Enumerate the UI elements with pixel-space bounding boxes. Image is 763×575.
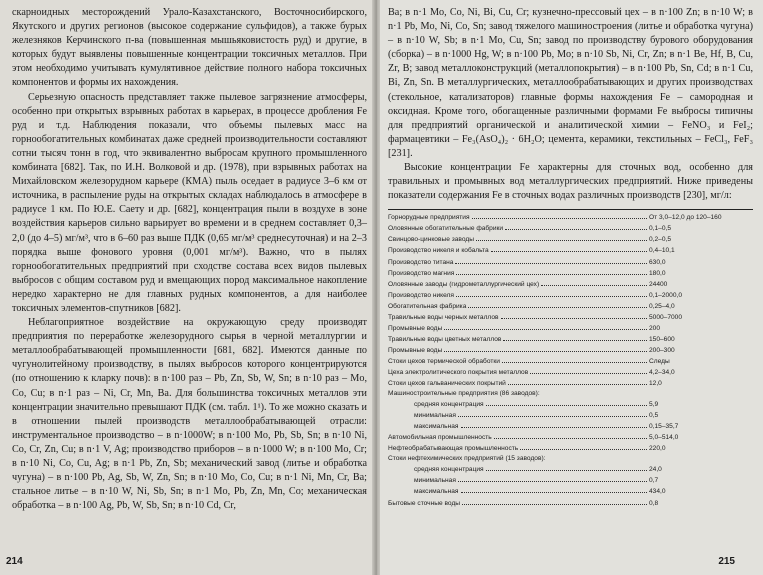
table-row-value: 0,25–4,0: [649, 302, 675, 310]
dot-leader: [530, 367, 647, 374]
table-row-label: Травильные воды черных металлов: [388, 313, 499, 321]
dot-leader: [486, 464, 647, 471]
dot-leader: [458, 475, 647, 482]
table-row: [388, 257, 753, 268]
table-row: [388, 356, 753, 367]
table-row-value: 5,0–514,0: [649, 434, 679, 442]
table-row-value: 24,0: [649, 466, 662, 474]
table-row-label: Свинцово-цинковые заводы: [388, 236, 474, 244]
table-row: [388, 212, 753, 223]
table-row-value: 150–600: [649, 335, 675, 343]
table-row-label: Производство титана: [388, 258, 454, 266]
table-row-label: Травильные воды цветных металлов: [388, 335, 502, 343]
table-row-value: 24400: [649, 280, 668, 288]
table-row-value: 0,4–10,1: [649, 247, 675, 255]
left-page: [0, 0, 375, 575]
table-row-label: Цеха электролитического покрытия металлов: [388, 368, 529, 376]
table-row-label: Нефтеобрабатывающая промышленность: [388, 445, 519, 453]
dot-leader: [505, 223, 647, 230]
dot-leader: [520, 443, 647, 450]
table-row: [388, 378, 753, 389]
table-row-value: 0,2–0,5: [649, 236, 671, 244]
dot-leader: [444, 345, 647, 352]
dot-leader: [486, 399, 647, 406]
table-row-label: Стоки нефтехимических предприятий (15 заводов):: [388, 455, 546, 463]
right-paragraph-1: Ba; в n·1 Mo, Co, Ni, Bi, Cu, Cr; кузнечно-прессовый цех – в n·100 Zn; в n·10 W; в n·1 Pb, Mo, Ni, Co, Sn; завод тяжелого машиностроения (литье и обработка чугуна) – в n·10 W, Sb; в n·1 Mo, Cu, Sn; завод по производству бурового оборудования (сборка) – в n·1000 Hg, W; в n·100 Pb, Mo; в n·10 Sb, Ni, Cr, Zn; в n·1 Be, Hf, B, Cu, Zr, B; завод металлоконструкций (металлопокрытия) – в n·100 Pb, Sn, Cd; в n·1 Cu, Bi, Zn, Sn. В металлургических, металлообрабатывающих и других производствах (стекольное, катализаторов) главные формы нахождения Fe – самородная и оксидная. Кроме того, обогащенные различными формами Fe выбросы типичны для предприятий органической и аналитической химии – FeNO₃ и FeI₂; фармацевтики – Fe₃(AsO₄)₂ · 6H₂O; цемента, керамики, текстильных – FeCl₃, FeF₃ [231].: [388, 7, 753, 159]
table-row-value: 0,5: [649, 412, 659, 420]
dot-leader: [494, 432, 647, 439]
left-paragraph-2: Серьезную опасность представляет также пылевое загрязнение атмосферы, особенно при открытых взрывных работах в карьерах, в процессе дробления Fe руд и т.д. Наблюдения показали, что объемы пылевых масс на горнообогатительных комбинатах даже средней производительности составляют сотни тысяч тонн в год, что эквивалентно выбросам крупного промышленного комбината [682]. Так, по И.Н. Волковой и др. (1978), при взрывных работах на Михайловском железорудном карьере (КМА) пыль оседает в радиусе 3–6 км от источника, в распыление руды на открытых складах наблюдалось в атмосфере в радиусе 1 км. По Ю.Е. Саету и др. [682], концентрация пыли в воздухе в зоне воздействия карьеров сильно варьирует во времени и в среднем составляет 0,3–2,0 (до 4–5) мг/м³, что в 6–60 раз выше ПДК (0,65 мг/м³ среднесуточная) и на 2–3 порядка выше фонового уровня (0,001 мг/м³). Важно, что в пылях горнообогатительных предприятий при сходстве состава всех видов пылевых выбросов с общим составом руд и вмещающих пород максимальное накопление нередко характерно не для главных рудных компонентов, а для наиболее токсичных элементов-спутников [682].: [12, 91, 367, 314]
table-row-value: 220,0: [649, 445, 666, 453]
table-row: [388, 312, 753, 323]
table-row-value: 0,8: [649, 499, 659, 507]
table-row: [388, 410, 753, 421]
left-paragraph-3: Неблагоприятное воздействие на окружающую среду производят предприятия по переработке железорудного сырья в черной металлургии и металлообрабатывающей промышленности [681, 682]. Имеются данные по чугунолитейному производству, в пылях выбросов которого концентрируются (по отношению к кларку почв): в n·100 раз – Pb, Zn, Sb, W, Sn; в n·10 раз – Mo, Co, Cu; в n·1 раз – Ni, Cr, Mn, Ba. Для большинства токсичных металлов эти концентрации значительно превышают ПДК (см. табл. 1¹). То же можно сказать и в отношении пылей производств металлообрабатывающей отрасли: инструментальное производство – в n·1000W; в n·100 Mo, Pb, Sb, Sn; в n·10 Ni, Co, Cr, Zn, Cu; в n·1 V, Ag; производство приборов – в n·1000 W; в n·100 Mo, Cr; в n·10 Ni, Co, Cu, Ag; в n·1 Pb, Zn, Sb; механический завод (литье и обработка чугуна) – в n·100 Pb, Ag, Sb, W, Zn, Sn; в n·10 Mo, Co, Cu; в n·1 Ni, Mn, Cr, Ba; стальное литье – в n·10 W, Ni, Sb, Sn; в n·1 Mo, Pb, Zn, Mn, Co; механическая обработка – в n·100 Ag, Pb, W, Sb, Sn; в n·10 Cd, Cr,: [12, 317, 367, 512]
table-row: [388, 421, 753, 432]
table-row-value: 434,0: [649, 488, 666, 496]
dot-leader: [541, 279, 647, 286]
table-row: [388, 234, 753, 245]
dot-leader: [503, 334, 647, 341]
wastewater-fe-table: [388, 209, 753, 508]
dot-leader: [458, 410, 647, 417]
table-row-label: Бытовые сточные воды: [388, 499, 461, 507]
dot-leader: [542, 389, 647, 395]
table-row: [388, 443, 753, 454]
table-row-label: Обогатительная фабрика: [388, 302, 467, 310]
left-paragraph-1: скарноидных месторождений Урало-Казахстанского, Восточносибирского, Якутского и других регионов (высокое содержание сульфидов), а также бурых железняков Керчинского п-ва (повышенная мышьяковистость руд) и другие, в которых будут выявлены повышенные концентрации токсичных металлов. При этом необходимо учитывать кумулятивное действие полного набора токсичных компонентов и формы их нахождения.: [12, 7, 367, 89]
table-row-value: 0,1–2000,0: [649, 291, 683, 299]
dot-leader: [476, 234, 647, 241]
table-row-label: максимальная: [414, 423, 459, 431]
table-row-label: максимальная: [414, 488, 459, 496]
table-row-label: Оловянные обогатительные фабрики: [388, 225, 504, 233]
table-row-label: Машиностроительные предприятия (86 заводов):: [388, 390, 540, 398]
table-row-value: От 3,0–12,0 до 120–160: [649, 214, 722, 222]
table-row: [388, 301, 753, 312]
table-row: [388, 389, 753, 399]
table-row-label: Промывные воды: [388, 346, 443, 354]
dot-leader: [491, 245, 647, 252]
table-row-label: минимальная: [414, 412, 456, 420]
dot-leader: [455, 257, 647, 264]
table-row-value: 5000–7000: [649, 313, 683, 321]
table-row-label: Производство магния: [388, 269, 455, 277]
dot-leader: [462, 498, 647, 505]
table-row-label: Производство никеля: [388, 291, 454, 299]
table-row-label: минимальная: [414, 477, 456, 485]
table-row: [388, 432, 753, 443]
table-row: [388, 399, 753, 410]
table-row-value: 0,1–0,5: [649, 225, 671, 233]
table-row-value: 4,2–34,0: [649, 368, 675, 376]
dot-leader: [456, 268, 647, 275]
table-row: [388, 279, 753, 290]
table-row: [388, 486, 753, 497]
table-row: [388, 245, 753, 256]
dot-leader: [501, 312, 647, 319]
table-row-label: Промывные воды: [388, 324, 443, 332]
table-row: [388, 334, 753, 345]
dot-leader: [548, 454, 648, 460]
table-row-label: Горнорудные предприятия: [388, 214, 470, 222]
dot-leader: [472, 212, 647, 219]
table-row: [388, 367, 753, 378]
page-number-left: 214: [6, 556, 23, 567]
table-row: [388, 345, 753, 356]
table-row-value: 0,15–35,7: [649, 423, 679, 431]
dot-leader: [508, 378, 647, 385]
dot-leader: [456, 290, 647, 297]
table-row-value: 5,9: [649, 401, 659, 409]
table-row-label: средняя концентрация: [414, 466, 484, 474]
table-row-value: 200: [649, 324, 661, 332]
table-row: [388, 454, 753, 464]
table-row: [388, 223, 753, 234]
table-row-value: 180,0: [649, 269, 666, 277]
table-row: [388, 290, 753, 301]
table-row-label: Производство никеля и кобальта: [388, 247, 489, 255]
dot-leader: [444, 323, 647, 330]
table-row-value: 630,0: [649, 258, 666, 266]
page-number-right: 215: [718, 556, 735, 567]
dot-leader: [502, 356, 647, 363]
table-row-label: Оловянные заводы (гидрометаллургический цех): [388, 280, 540, 288]
table-row-value: 12,0: [649, 380, 662, 388]
dot-leader: [461, 421, 647, 428]
table-row-label: Стоки цехов гальванических покрытий: [388, 380, 506, 388]
table-row: [388, 498, 753, 509]
table-row: [388, 268, 753, 279]
table-row-label: Стоки цехов термической обработки: [388, 357, 500, 365]
table-row: [388, 323, 753, 334]
table-row: [388, 464, 753, 475]
dot-leader: [468, 301, 647, 308]
table-row-label: средняя концентрация: [414, 401, 484, 409]
right-paragraph-2: Высокие концентрации Fe характерны для сточных вод, особенно для травильных и промывных вод металлургических предприятий. Ниже приведены показатели содержания Fe в сточных водах различных производств [230], мг/л:: [388, 162, 753, 202]
table-row: [388, 475, 753, 486]
table-row-value: Следы: [649, 357, 670, 365]
dot-leader: [461, 486, 647, 493]
table-row-value: 200–300: [649, 346, 675, 354]
table-row-label: Автомобильная промышленность: [388, 434, 492, 442]
table-row-value: 0,7: [649, 477, 659, 485]
right-page: [380, 0, 763, 575]
